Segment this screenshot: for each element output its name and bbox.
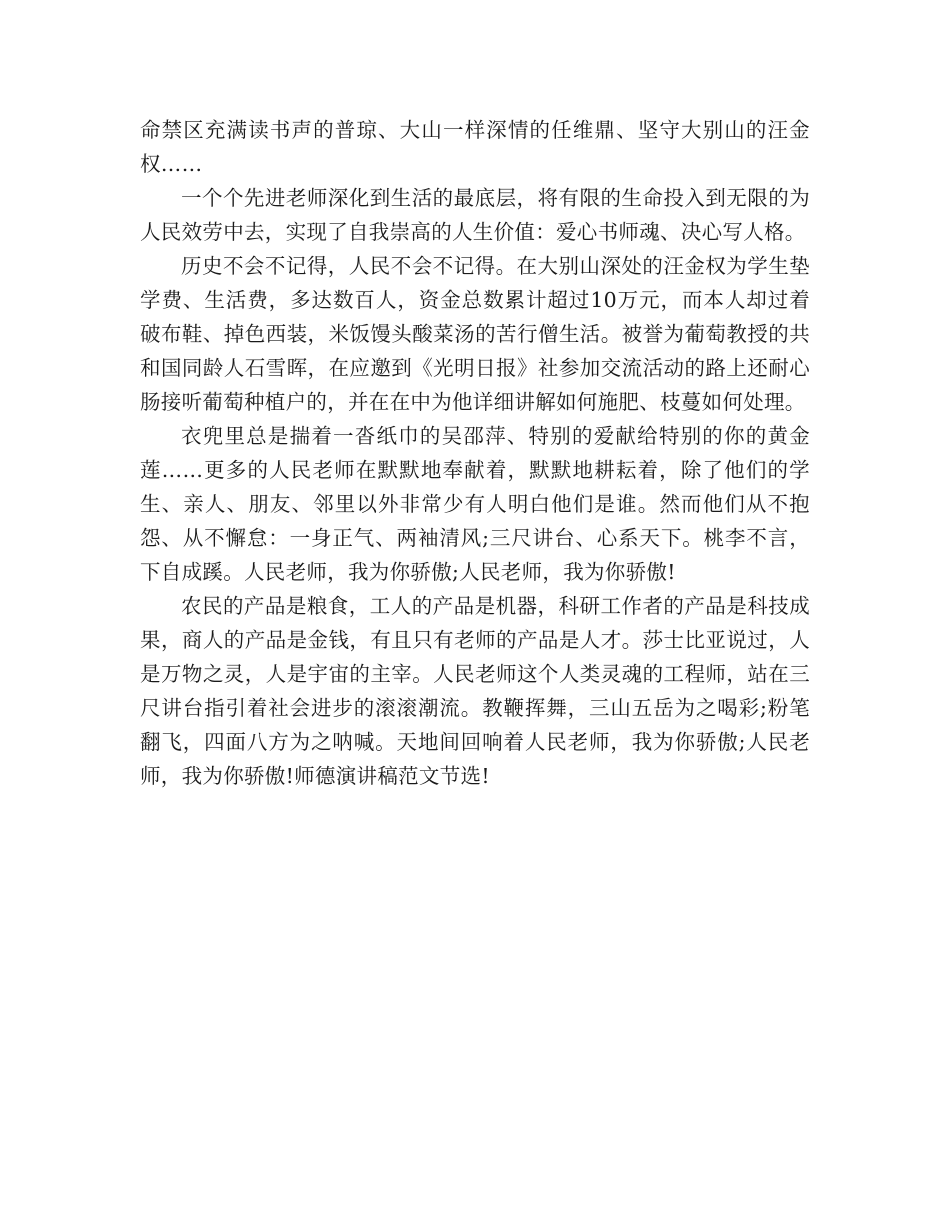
paragraph-3: 历史不会不记得，人民不会不记得。在大别山深处的汪金权为学生垫学费、生活费，多达数百人，资金总数累计超过10万元，而本人却过着破布鞋、掉色西装，米饭馒头酸菜汤的苦行僧生活。被誉为葡萄教授的共和国同龄人石雪晖，在应邀到《光明日报》社参加交流活动的路上还耐心肠接听葡萄种植户的，并在在中为他详细讲解如何施肥、枝蔓如何处理。 — [140, 254, 810, 414]
paragraph-1: 命禁区充满读书声的普琼、大山一样深情的任维鼎、坚守大别山的汪金权…… — [140, 118, 810, 176]
document-body — [140, 113, 810, 793]
paragraph-5: 农民的产品是粮食，工人的产品是机器，科研工作者的产品是科技成果，商人的产品是金钱，有且只有老师的产品是人才。莎士比亚说过，人是万物之灵，人是宇宙的主宰。人民老师这个人类灵魂的工程师，站在三尺讲台指引着社会进步的滚滚潮流。教鞭挥舞，三山五岳为之喝彩;粉笔翻飞，四面八方为之呐喊。天地间回响着人民老师，我为你骄傲;人民老师，我为你骄傲!师德演讲稿范文节选! — [140, 594, 810, 788]
paragraph-2: 一个个先进老师深化到生活的最底层，将有限的生命投入到无限的为人民效劳中去，实现了自我崇高的人生价值：爱心书师魂、决心写人格。 — [140, 186, 810, 244]
paragraph-4: 衣兜里总是揣着一沓纸巾的吴邵萍、特别的爱献给特别的你的黄金莲……更多的人民老师在默默地奉献着，默默地耕耘着，除了他们的学生、亲人、朋友、邻里以外非常少有人明白他们是谁。然而他们从不抱怨、从不懈怠：一身正气、两袖清风;三尺讲台、心系天下。桃李不言，下自成蹊。人民老师，我为你骄傲;人民老师，我为你骄傲! — [140, 424, 810, 584]
